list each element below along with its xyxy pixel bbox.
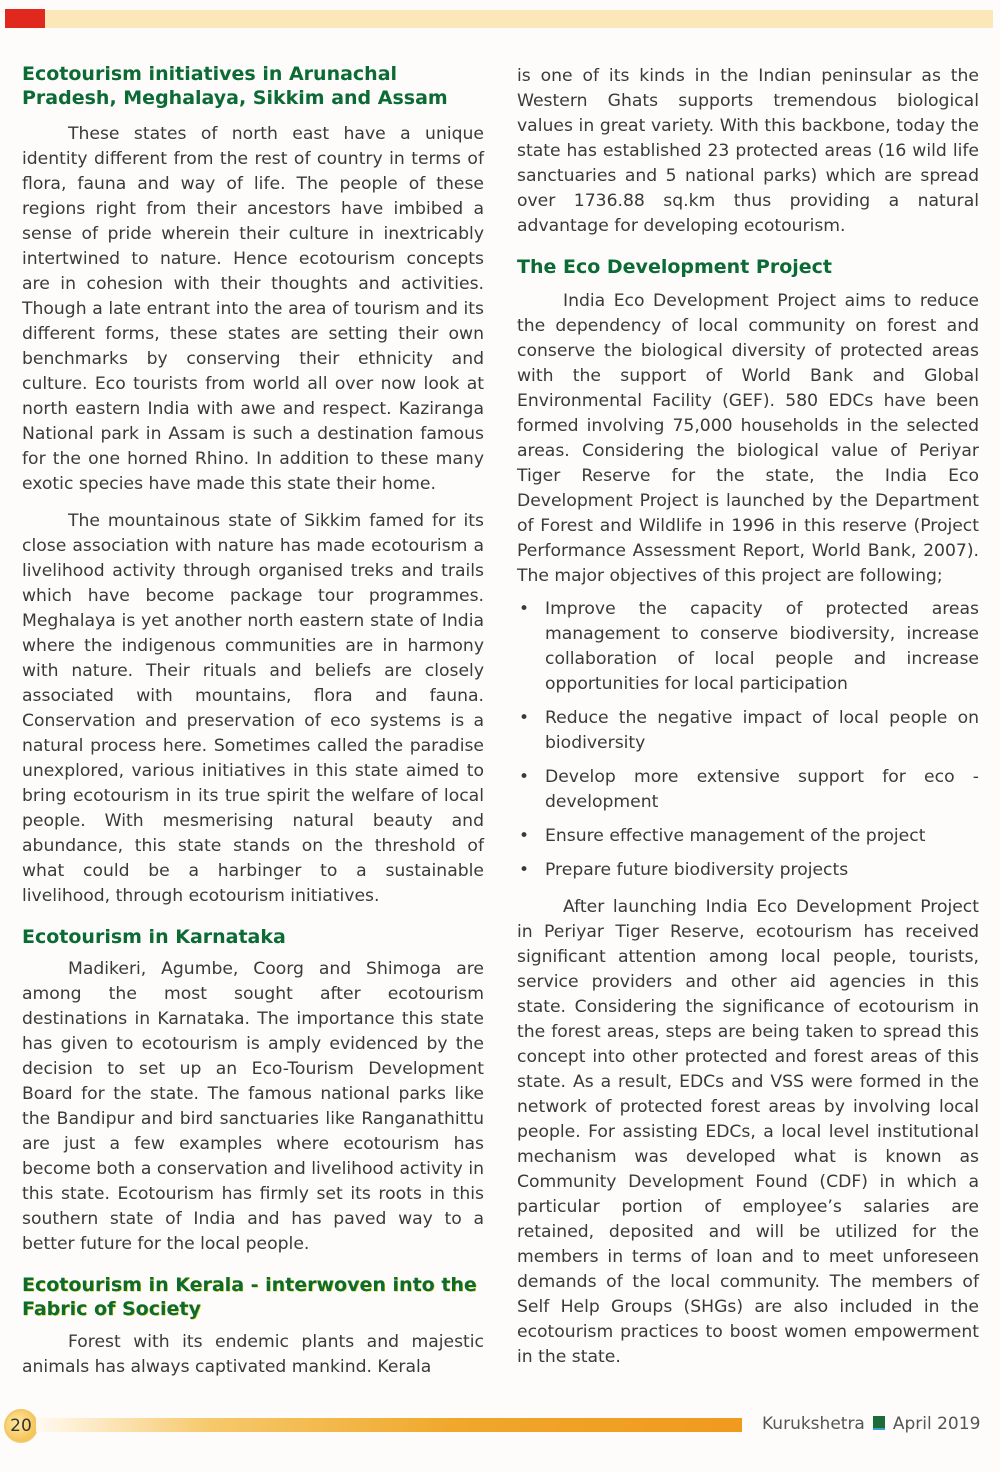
paragraph: After launching India Eco Development Project in Periyar Tiger Reserve, ecotourism has received significant attention among local people, tourists, service providers and other aid agencies in this state. Considering the significance of ecotourism in the forest areas, steps are being taken to spread this concept into other protected and forest areas of this state. As a result, EDCs and VSS were formed in the network of protected forest areas by involving local people. For assisting EDCs, a local level institutional mechanism was developed what is known as Community Development Found (CDF) in which a particular portion of employee’s salaries are retained, deposited and will be utilized for the members in terms of loan and to meet unforeseen demands of the local community. The members of Self Help Groups (SHGs) are also included in the ecotourism practices to boost women empowerment in the state. [517, 897, 979, 1367]
left-column [22, 62, 484, 1380]
section-heading-eco-development: The Eco Development Project [517, 256, 832, 278]
paragraph: is one of its kinds in the Indian peninsular as the Western Ghats supports tremendous biological values in great variety. With this backbone, today the state has established 23 protected areas (16 wild life sanctuaries and 5 national parks) which are spread over 1736.88 sq.km thus providing a natural advantage for developing ecotourism. [517, 66, 979, 236]
paragraph: The mountainous state of Sikkim famed for its close association with nature has made ecotourism a livelihood activity through organised treks and trails which have become package tour programmes. Meghalaya is yet another north eastern state of India where the indigenous communities are in harmony with nature. Their rituals and beliefs are closely associated with mountains, flora and fauna. Conservation and preservation of eco systems is a natural process here. Sometimes called the paradise unexplored, various initiatives in this state aimed to bring ecotourism in its true spirit the welfare of local people. With mesmerising natural beauty and abundance, this state stands on the threshold of what could be a harbinger to a sustainable livelihood, through ecotourism initiatives. [22, 511, 484, 906]
paragraph: Forest with its endemic plants and majestic animals has always captivated mankind. Kerala [22, 1332, 484, 1377]
issue-date: April 2019 [892, 1414, 981, 1434]
list-item: • Improve the capacity of protected areas management to conserve biodiversity, increase collaboration of local people and increase opportunities for local participation [517, 597, 979, 697]
right-column [517, 64, 979, 1370]
footer-decorative-bar [36, 1418, 742, 1432]
section-heading-kerala: Ecotourism in Kerala - interwoven into the Fabric of Society [22, 1274, 477, 1320]
list-item: • Ensure effective management of the project [517, 824, 979, 849]
square-separator-icon [873, 1416, 885, 1430]
paragraph: Madikeri, Agumbe, Coorg and Shimoga are among the most sought after ecotourism destinations in Karnataka. The importance this state has given to ecotourism is amply evidenced by the decision to set up an Eco-Tourism Development Board for the state. The famous national parks like the Bandipur and bird sanctuaries like Ranganathittu are just a few examples where ecotourism has become both a conservation and livelihood activity in this state. Ecotourism has firmly set its roots in this southern state of India and has paved way to a better future for the local people. [22, 959, 484, 1254]
objectives-list [517, 597, 979, 883]
section-heading-northeast: Ecotourism initiatives in Arunachal Pradesh, Meghalaya, Sikkim and Assam [22, 63, 448, 109]
magazine-name: Kurukshetra [762, 1414, 865, 1434]
header-decorative-bar [5, 10, 993, 28]
page-number-badge: 20 [4, 1409, 38, 1443]
section-heading-karnataka: Ecotourism in Karnataka [22, 926, 286, 948]
list-item: • Develop more extensive support for eco - development [517, 765, 979, 815]
list-item: • Reduce the negative impact of local people on biodiversity [517, 706, 979, 756]
paragraph: These states of north east have a unique identity different from the rest of country in terms of flora, fauna and way of life. The people of these regions right from their ancestors have imbibed a sense of pride wherein their culture in inextricably intertwined to nature. Hence ecotourism concepts are in cohesion with their thoughts and activities. Though a late entrant into the area of tourism and its different forms, these states are setting their own benchmarks by conserving their ethnicity and culture. Eco tourists from world all over now look at north eastern India with awe and respect. Kaziranga National park in Assam is such a destination famous for the one horned Rhino. In addition to these many exotic species have made this state their home. [22, 124, 484, 494]
paragraph: India Eco Development Project aims to reduce the dependency of local community on forest and conserve the biological diversity of protected areas with the support of World Bank and Global Environmental Facility (GEF). 580 EDCs have been formed involving 75,000 households in the selected areas. Considering the biological value of Periyar Tiger Reserve for the state, the India Eco Development Project is launched by the Department of Forest and Wildlife in 1996 in this reserve (Project Performance Assessment Report, World Bank, 2007). The major objectives of this project are following; [517, 291, 979, 586]
footer-publication [762, 1414, 980, 1434]
header-red-tab [5, 9, 45, 28]
list-item: • Prepare future biodiversity projects [517, 858, 979, 883]
